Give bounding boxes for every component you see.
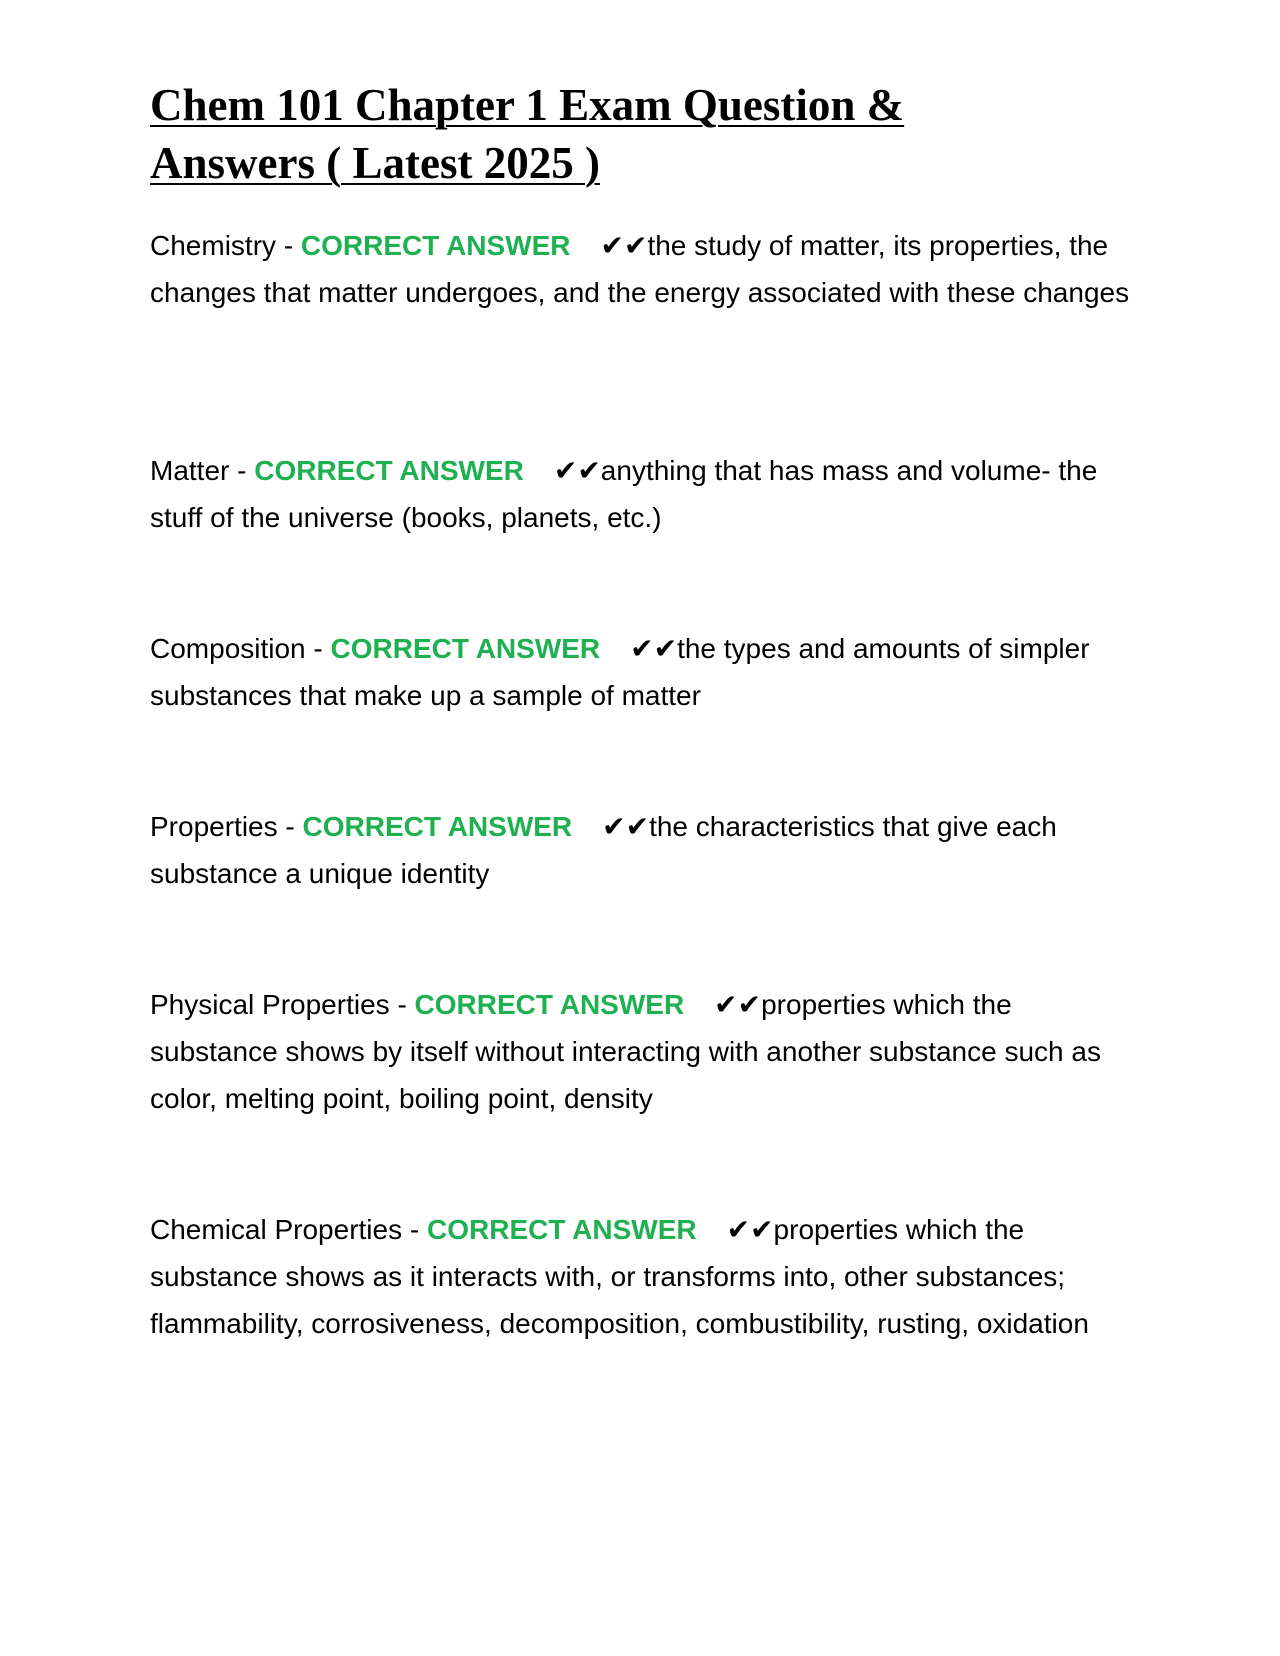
entry-term: Composition xyxy=(150,633,306,664)
entry-separator: - xyxy=(397,989,407,1020)
qa-entry-physical-properties xyxy=(150,981,1130,1122)
entry-separator: - xyxy=(313,633,323,664)
entry-definition: anything that has mass and volume- the stuff of the universe (books, planets, etc.) xyxy=(150,455,1098,533)
check-marks-icon: ✔✔ xyxy=(553,455,601,486)
entry-definition: the characteristics that give each substance a unique identity xyxy=(150,811,1057,889)
correct-answer-label: CORRECT ANSWER xyxy=(300,230,571,261)
correct-answer-label: CORRECT ANSWER xyxy=(427,1214,697,1245)
check-marks-icon: ✔✔ xyxy=(726,1214,774,1245)
correct-answer-label: CORRECT ANSWER xyxy=(302,811,573,842)
entry-term: Chemistry xyxy=(150,230,277,261)
entry-separator: - xyxy=(237,455,247,486)
entry-definition: the types and amounts of simpler substances that make up a sample of matter xyxy=(150,633,1090,711)
entry-definition: properties which the substance shows by itself without interacting with another substance such as color, melting point, boiling point, density xyxy=(150,989,1101,1114)
entry-definition: the study of matter, its properties, the changes that matter undergoes, and the energy associated with these changes xyxy=(150,230,1130,308)
check-marks-icon: ✔✔ xyxy=(602,811,650,842)
entry-term: Matter xyxy=(150,455,230,486)
entry-separator: - xyxy=(283,230,294,261)
correct-answer-label: CORRECT ANSWER xyxy=(254,455,524,486)
entry-separator: - xyxy=(285,811,295,842)
qa-entry-chemical-properties xyxy=(150,1206,1130,1347)
correct-answer-label: CORRECT ANSWER xyxy=(414,989,685,1020)
qa-entry-composition xyxy=(150,625,1130,719)
check-marks-icon: ✔✔ xyxy=(630,633,678,664)
correct-answer-label: CORRECT ANSWER xyxy=(330,633,601,664)
entry-separator: - xyxy=(409,1214,420,1245)
check-marks-icon: ✔✔ xyxy=(600,230,648,261)
entry-definition: properties which the substance shows as it interacts with, or transforms into, other substances; flammability, corrosiveness, decomposition, combustibility, rusting, oxidation xyxy=(150,1214,1089,1339)
check-marks-icon: ✔✔ xyxy=(714,989,762,1020)
qa-entry-properties xyxy=(150,803,1130,897)
qa-entry-chemistry xyxy=(150,222,1130,316)
document-title: Chem 101 Chapter 1 Exam Question & Answers ( Latest 2025 ) xyxy=(150,80,905,188)
entry-term: Properties xyxy=(150,811,278,842)
entry-term: Chemical Properties xyxy=(150,1214,403,1245)
qa-entry-matter xyxy=(150,447,1130,541)
entry-term: Physical Properties xyxy=(150,989,390,1020)
